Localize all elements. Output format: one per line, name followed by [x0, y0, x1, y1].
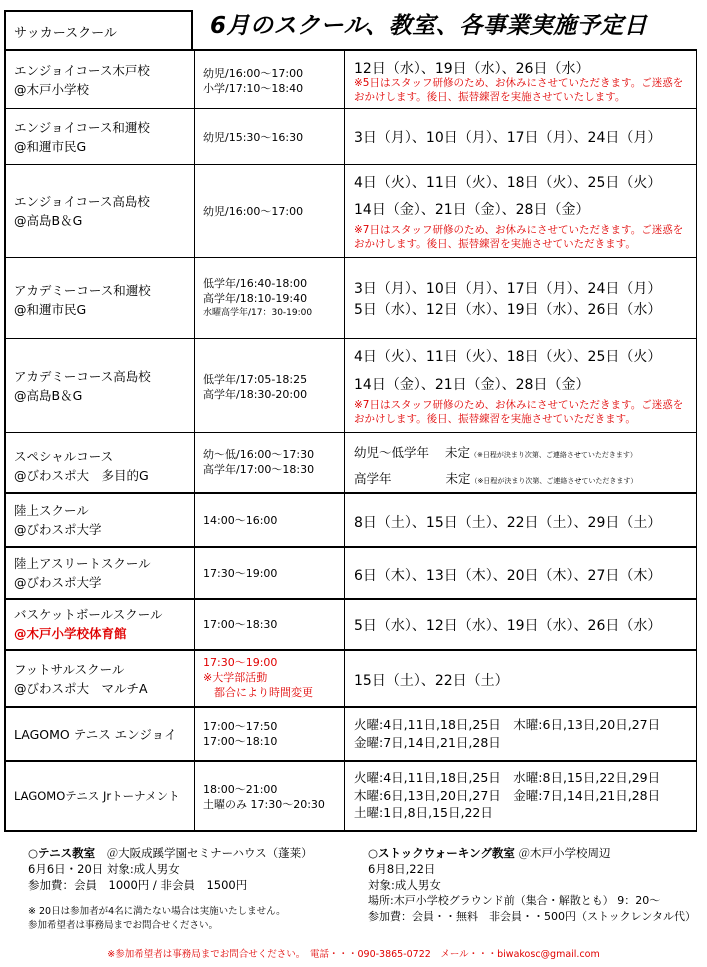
school-dates: 6日（木）、13日（木）、20日（木）、27日（木） — [354, 568, 662, 584]
school-times: 17:00～18:30 — [203, 618, 278, 631]
school-name: アカデミーコース和邇校 @和邇市民G — [14, 283, 151, 317]
header-label: サッカースクール — [14, 26, 117, 41]
school-dates: 4日（火）、11日（火）、18日（火）、25日（火） — [354, 175, 662, 191]
school-dates: 5日（水）、12日（水）、19日（水）、26日（水） — [354, 618, 662, 634]
school-dates: 火曜:4日,11日,18日,25日 水曜:8日,15日,22日,29日 木曜:6日,13日,20日,27日 金曜:7日,14日,21日,28日 土曜:1日,8日,15日,22日 — [354, 770, 661, 820]
school-dates: 14日（金）、21日（金）、28日（金） — [354, 202, 590, 218]
special-line: 高学年 未定（※日程が決まり次第、ご連絡させていただきます） — [354, 471, 638, 486]
school-times: 低学年/17:05-18:25 高学年/18:30-20:00 — [203, 373, 308, 401]
school-name: バスケットボールスクール @木戸小学校体育館 — [14, 607, 163, 641]
school-times: 幼児/15:30～16:30 — [203, 131, 304, 144]
school-name: エンジョイコース和邇校 @和邇市民G — [14, 120, 150, 154]
school-name: 陸上スクール @びわスポ大学 — [14, 503, 102, 537]
school-name: エンジョイコース木戸校 @木戸小学校 — [14, 63, 150, 97]
school-times: 幼児/16:00～17:00 — [203, 205, 304, 218]
school-name: 陸上アスリートスクール @びわスポ大学 — [14, 556, 151, 590]
school-name: スペシャルコース @びわスポ大 多目的G — [14, 449, 149, 483]
contact-info: ※参加希望者は事務局までお問合せください。 電話・・・090-3865-0722 メール・・・biwakosc@gmail.com — [107, 949, 600, 960]
page-title: 6月のスクール、教室、各事業実施予定日 — [210, 13, 648, 39]
school-name: LAGOMO テニス エンジョイ — [14, 727, 177, 742]
school-dates: 15日（土）、22日（土） — [354, 673, 509, 689]
school-name: フットサルスクール @びわスポ大 マルチA — [14, 662, 148, 696]
school-times: 14:00～16:00 — [203, 514, 278, 527]
tennis-class-venue: ＠大阪成蹊学園セミナーハウス（蓬莱） — [106, 846, 313, 860]
school-times: 幼児/16:00～17:00 小学/17:10～18:40 — [203, 67, 304, 95]
tennis-class-info: ○テニス教室 ＠大阪成蹊学園セミナーハウス（蓬莱） 6月6日・20日 対象:成人男女 参加費：会員 1000円 / 非会員 1500円 ※ 20日は参加者が4名に満たない場合は実施いたしません。 参加希望者は事務局までお問合せください。 — [28, 846, 313, 931]
school-name: LAGOMOテニス Jrトーナメント — [14, 789, 180, 803]
school-dates: 14日（金）、21日（金）、28日（金） — [354, 377, 590, 393]
school-dates: 4日（火）、11日（火）、18日（火）、25日（火） — [354, 349, 662, 365]
school-dates: 8日（土）、15日（土）、22日（土）、29日（土） — [354, 515, 662, 531]
special-line: 幼児～低学年 未定（※日程が決まり次第、ご連絡させていただきます） — [354, 445, 637, 460]
school-note: ※7日はスタッフ研修のため、お休みにさせていただきます。ご迷惑を おかけします。後日、振替練習を実施させていただきます。 — [354, 399, 684, 425]
school-times: 17:00～17:50 17:00～18:10 — [203, 720, 278, 748]
school-times: 18:00～21:00 土曜のみ 17:30～20:30 — [203, 783, 325, 811]
school-note: ※7日はスタッフ研修のため、お休みにさせていただきます。ご迷惑を おかけします。後日、振替練習を実施させていただきます。 — [354, 224, 684, 250]
school-dates: 3日（月）、10日（月）、17日（月）、24日（月） — [354, 281, 662, 297]
school-note: ※5日はスタッフ研修のため、お休みにさせていただきます。ご迷惑を おかけします。後日、振替練習を実施させていたします。 — [354, 77, 684, 103]
school-name: アカデミーコース高島校 @高島B＆G — [14, 369, 151, 403]
walking-class-venue: ＠木戸小学校周辺 — [518, 846, 611, 860]
walking-class-info: ○ストックウォーキング教室 ＠木戸小学校周辺 6月8日,22日 対象:成人男女 場所:木戸小学校グラウンド前（集合・解散とも） 9：20～ 参加費：会員・・無料 非会員・・500円（ストックレンタル代） — [368, 846, 696, 923]
tennis-class-title: ○テニス教室 — [28, 846, 96, 860]
school-times: 17:30～19:00 — [203, 567, 278, 580]
school-dates: 5日（水）、12日（水）、19日（水）、26日（水） — [354, 302, 662, 318]
school-dates: 12日（水）、19日（水）、26日（水） — [354, 61, 590, 77]
school-name: エンジョイコース高島校 @高島B＆G — [14, 194, 150, 228]
school-dates: 3日（月）、10日（月）、17日（月）、24日（月） — [354, 130, 662, 146]
school-times: 幼～低/16:00～17:30 高学年/17:00～18:30 — [203, 448, 315, 476]
walking-class-title: ○ストックウォーキング教室 — [368, 846, 515, 860]
school-times: 低学年/16:40-18:00 高学年/18:10-19:40 水曜高学年/17：30-19:00 — [203, 277, 313, 318]
school-dates: 火曜:4日,11日,18日,25日 木曜:6日,13日,20日,27日 金曜:7日,14日,21日,28日 — [354, 717, 661, 750]
school-times: 17:30～19:00 ※大学部活動 都合により時間変更 — [203, 656, 313, 699]
